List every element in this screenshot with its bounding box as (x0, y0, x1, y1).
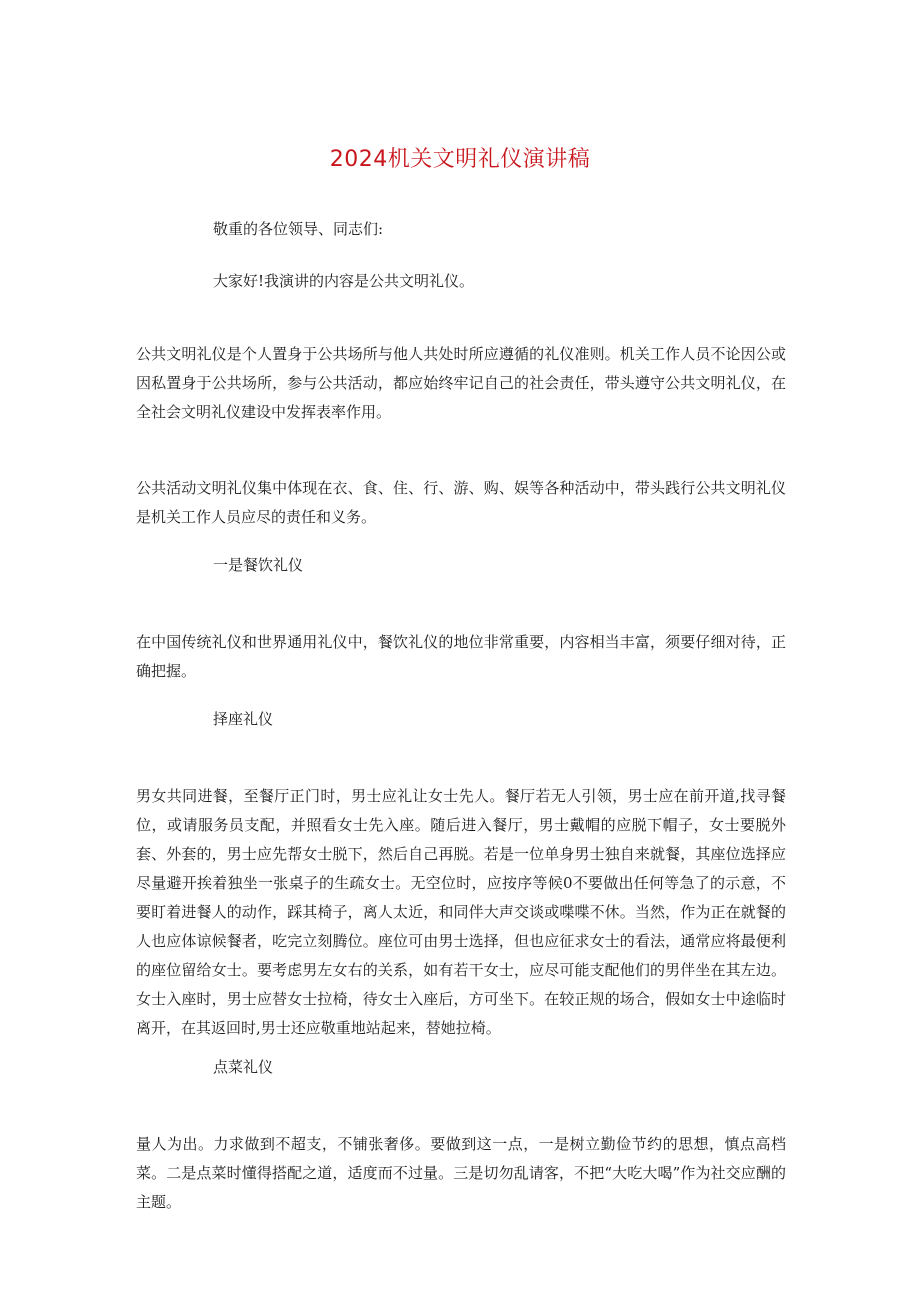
paragraph: 男女共同进餐，至餐厅正门时，男士应礼让女士先人。餐厅若无人引领，男士应在前开道,找寻餐位，或请服务员支配，并照看女士先入座。随后进入餐厅，男士戴帽的应脱下帽子，女士要脱外套、外套的，男士应先帮女士脱下，然后自己再脱。若是一位单身男士独自来就餐，其座位选择应尽量避开挨着独坐一张桌子的生疏女士。无空位时，应按序等候0不要做出任何等急了的示意，不要盯着进餐人的动作，踩其椅子，离人太近，和同伴大声交谈或喋喋不休。当然，作为正在就餐的人也应体谅候餐者，吃完立刻腾位。座位可由男士选择，但也应征求女士的看法，通常应将最便利的座位留给女士。要考虑男左女右的关系，如有若干女士，应尽可能支配他们的男伴坐在其左边。女士入座时，男士应替女士拉椅，待女士入座后，方可坐下。在较正规的场合，假如女士中途临时离开，在其返回时,男士还应敬重地站起来，替她拉椅。 (136, 787, 786, 1037)
paragraph: 在中国传统礼仪和世界通用礼仪中，餐饮礼仪的地位非常重要，内容相当丰富，须要仔细对待，正确把握。 (136, 633, 786, 680)
section-heading: 点菜礼仪 (213, 1058, 274, 1076)
section-heading: 一是餐饮礼仪 (213, 556, 304, 574)
document-title: 2024机关文明礼仪演讲稿 (329, 147, 591, 172)
salutation: 敬重的各位领导、同志们: (213, 220, 384, 238)
paragraph: 公共活动文明礼仪集中体现在衣、食、住、行、游、购、娱等各种活动中，带头践行公共文明礼仪是机关工作人员应尽的责任和义务。 (136, 479, 786, 526)
section-heading: 择座礼仪 (213, 710, 274, 728)
greeting: 大家好!我演讲的内容是公共文明礼仪。 (213, 272, 475, 290)
paragraph: 公共文明礼仪是个人置身于公共场所与他人共处时所应遵循的礼仪准则。机关工作人员不论因公或因私置身于公共场所，参与公共活动，都应始终牢记自己的社会责任，带头遵守公共文明礼仪，在全社会文明礼仪建设中发挥表率作用。 (136, 345, 786, 421)
paragraph: 量人为出。力求做到不超支，不铺张奢侈。要做到这一点，一是树立勤俭节约的思想，慎点高档菜。二是点菜时懂得搭配之道，适度而不过量。三是切勿乱请客，不把“大吃大喝”作为社交应酬的主题。 (136, 1135, 786, 1211)
